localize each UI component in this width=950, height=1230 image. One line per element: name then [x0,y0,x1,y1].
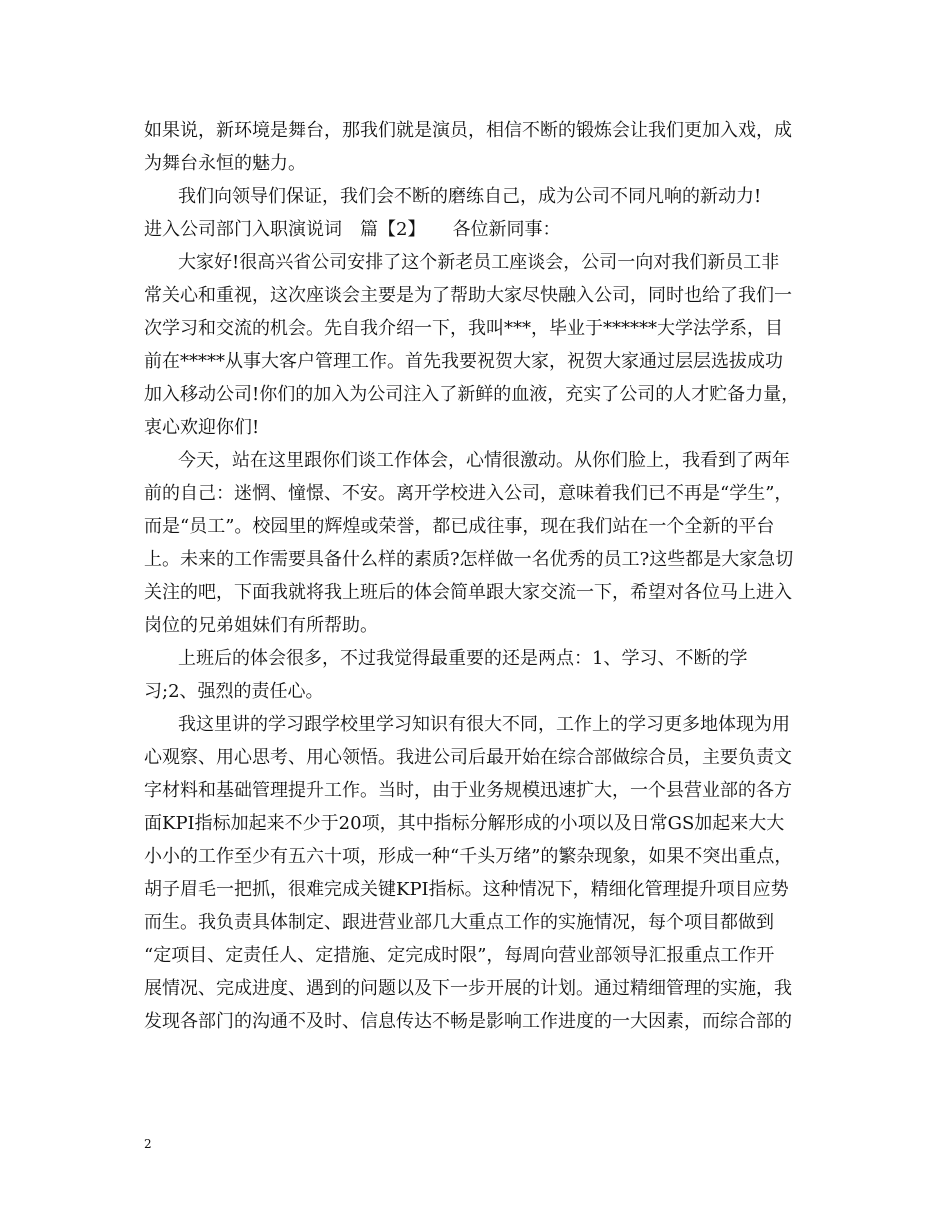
text-line: 大家好!很高兴省公司安排了这个新老员工座谈会，公司一向对我们新员工非 [178,252,780,273]
section-heading: 进入公司部门入职演说词 篇【2】 各位新同事： [144,219,561,240]
text-line: 习;2、强烈的责任心。 [144,681,324,702]
text-line: 如果说，新环境是舞台，那我们就是演员，相信不断的锻炼会让我们更加入戏，成 [144,120,792,141]
text-line: 关注的吧，下面我就将我上班后的体会简单跟大家交流一下，希望对各位马上进入 [144,582,792,603]
text-line: “定项目、定责任人、定措施、定完成时限”，每周向营业部领导汇报重点工作开 [144,945,775,966]
text-line: 今天，站在这里跟你们谈工作体会，心情很激动。从你们脸上，我看到了两年 [178,450,790,471]
text-line: 展情况、完成进度、遇到的问题以及下一步开展的计划。通过精细管理的实施，我 [144,978,792,999]
text-line: 上。未来的工作需要具备什么样的素质?怎样做一名优秀的员工?这些都是大家急切 [144,549,794,570]
text-line: 衷心欢迎你们! [144,417,260,438]
text-line: 加入移动公司!你们的加入为公司注入了新鲜的血液，充实了公司的人才贮备力量， [144,384,800,405]
page-number: 2 [144,1137,152,1151]
text-line: 次学习和交流的机会。先自我介绍一下，我叫***，毕业于******大学法学系，目 [144,318,783,339]
text-line: 胡子眉毛一把抓，很难完成关键KPI指标。这种情况下，精细化管理提升项目应势 [144,879,789,900]
body-text [144,114,814,1038]
text-line: 前的自己：迷惘、憧憬、不安。离开学校进入公司，意味着我们已不再是“学生”， [144,483,793,504]
text-line: 我们向领导们保证，我们会不断的磨练自己，成为公司不同凡响的新动力! [178,186,762,207]
text-line: 面KPI指标加起来不少于20项，其中指标分解形成的小项以及日常GS加起来大大 [144,813,785,834]
text-line: 为舞台永恒的魅力。 [144,153,306,174]
text-line: 小小的工作至少有五六十项，形成一种“千头万绪”的繁杂现象，如果不突出重点， [144,846,793,867]
text-line: 心观察、用心思考、用心领悟。我进公司后最开始在综合部做综合员，主要负责文 [144,747,792,768]
text-line: 我这里讲的学习跟学校里学习知识有很大不同，工作上的学习更多地体现为用 [178,714,790,735]
text-line: 前在*****从事大客户管理工作。首先我要祝贺大家，祝贺大家通过层层选拔成功 [144,351,783,372]
text-line: 岗位的兄弟姐妹们有所帮助。 [144,615,378,636]
text-line: 上班后的体会很多，不过我觉得最重要的还是两点：1、学习、不断的学 [178,648,748,669]
text-line: 而生。我负责具体制定、跟进营业部几大重点工作的实施情况，每个项目都做到 [144,912,774,933]
text-line: 而是“员工”。校园里的辉煌或荣誉，都已成往事，现在我们站在一个全新的平台 [144,516,775,537]
text-line: 字材料和基础管理提升工作。当时，由于业务规模迅速扩大，一个县营业部的各方 [144,780,792,801]
text-line: 常关心和重视，这次座谈会主要是为了帮助大家尽快融入公司，同时也给了我们一 [144,285,792,306]
text-line: 发现各部门的沟通不及时、信息传达不畅是影响工作进度的一大因素，而综合部的 [144,1011,792,1032]
